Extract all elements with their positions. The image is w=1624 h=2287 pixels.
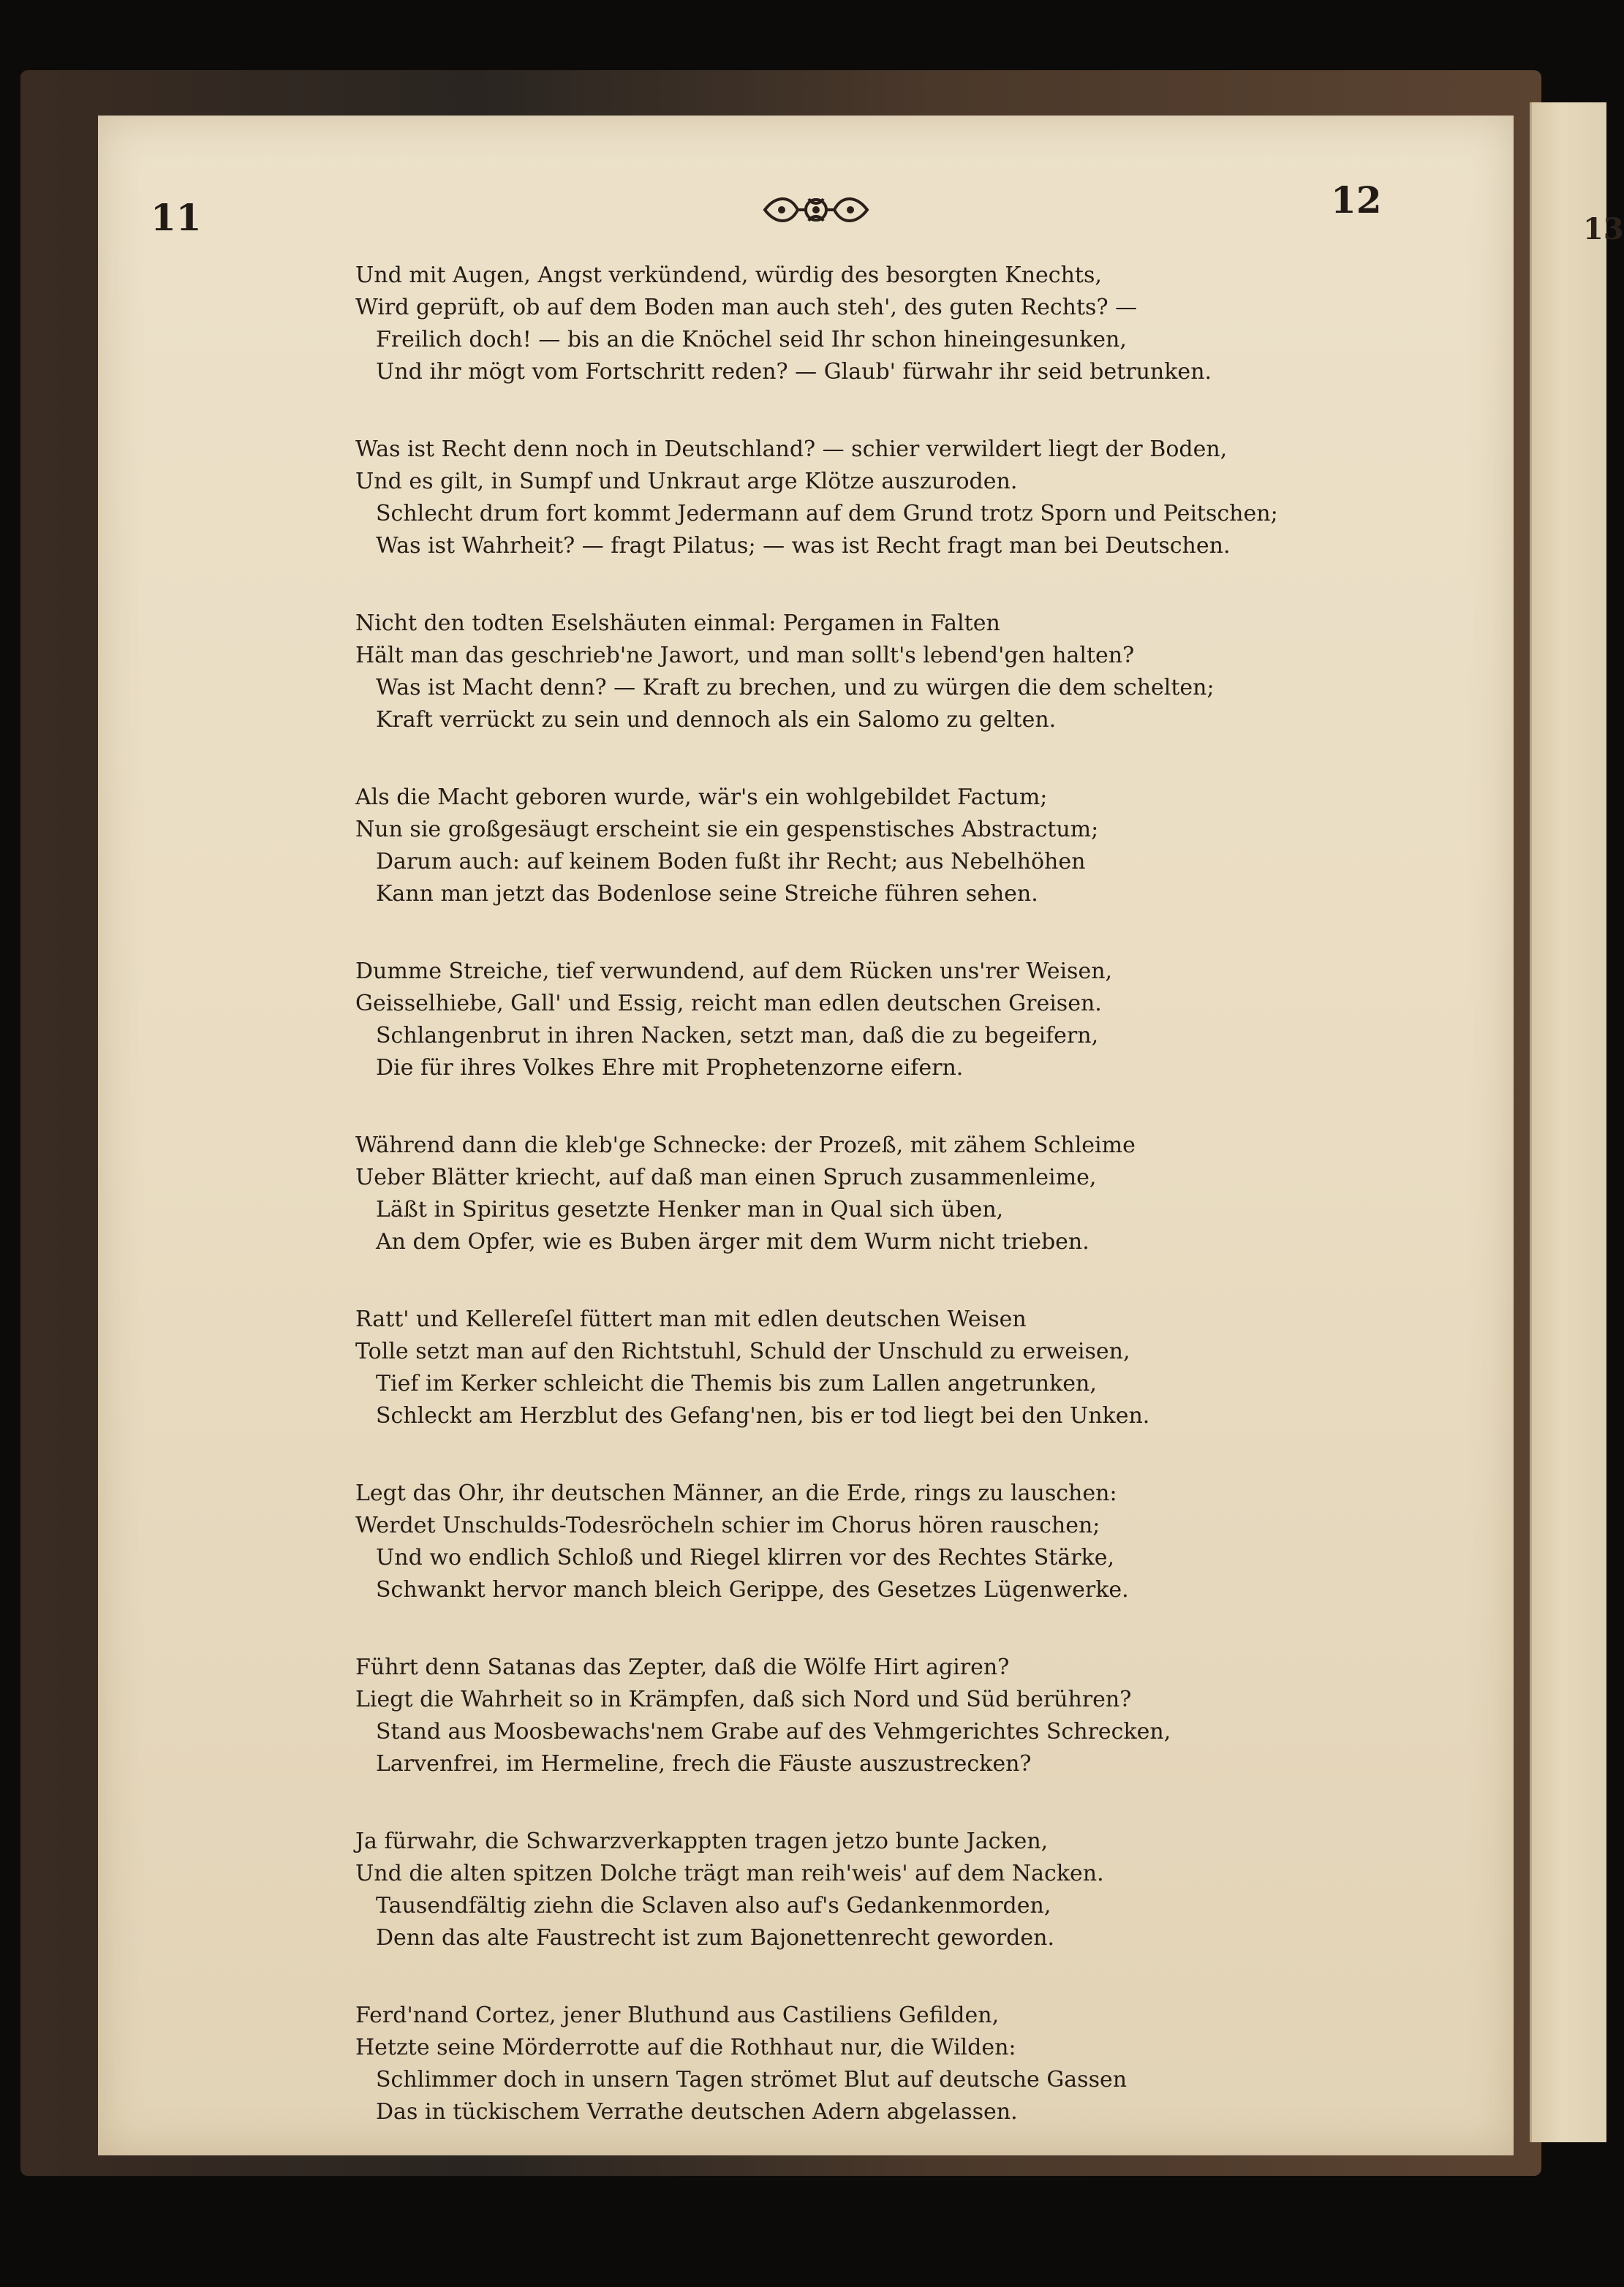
poem-line: Liegt die Wahrheit so in Krämpfen, daß sich Nord und Süd berühren? — [355, 1687, 1132, 1712]
stanza — [355, 1130, 1430, 1258]
poem-line: An dem Opfer, wie es Buben ärger mit dem Wurm nicht trieben. — [376, 1229, 1089, 1255]
stanza — [355, 1304, 1430, 1432]
poem-line: Und mit Augen, Angst verkündend, würdig des besorgten Knechts, — [355, 262, 1102, 288]
poem-line: Tausendfältig ziehn die Sclaven also auf's Gedankenmorden, — [376, 1893, 1051, 1919]
stanza — [355, 2000, 1430, 2128]
poem-line: Und wo endlich Schloß und Riegel klirren vor des Rechtes Stärke, — [376, 1545, 1115, 1570]
poem-line: Ueber Blätter kriecht, auf daß man einen Spruch zusammenleime, — [355, 1165, 1097, 1190]
poem-line: Nicht den todten Eselshäuten einmal: Pergamen in Falten — [355, 611, 1000, 636]
poem-line: Als die Macht geboren wurde, wär's ein wohlgebildet Factum; — [355, 785, 1048, 810]
poem-line: Schwankt hervor manch bleich Gerippe, des Gesetzes Lügenwerke. — [376, 1577, 1129, 1603]
ornament-icon — [758, 192, 875, 228]
stanza — [355, 782, 1430, 910]
poem-line: Wird geprüft, ob auf dem Boden man auch steh', des guten Rechts? — — [355, 295, 1138, 320]
poem-line: Das in tückischem Verrathe deutschen Adern abgelassen. — [376, 2099, 1018, 2125]
poem-line: Was ist Wahrheit? — fragt Pilatus; — was ist Recht fragt man bei Deutschen. — [376, 533, 1231, 559]
poem-line: Kraft verrückt zu sein und dennoch als ein Salomo zu gelten. — [376, 707, 1057, 733]
poem-line: Führt denn Satanas das Zepter, daß die Wölfe Hirt agiren? — [355, 1655, 1010, 1680]
poem-line: Ja fürwahr, die Schwarzverkappten tragen jetzo bunte Jacken, — [355, 1829, 1049, 1854]
poem-line: Tolle setzt man auf den Richtstuhl, Schuld der Unschuld zu erweisen, — [355, 1339, 1130, 1364]
stanza — [355, 956, 1430, 1084]
poem-line: Schlangenbrut in ihren Nacken, setzt man, daß die zu begeifern, — [376, 1023, 1099, 1048]
poem-line: Die für ihres Volkes Ehre mit Prophetenzorne eifern. — [376, 1055, 964, 1081]
page-number-right: 12 — [1331, 178, 1382, 222]
poem-line: Legt das Ohr, ihr deutschen Männer, an die Erde, rings zu lauschen: — [355, 1481, 1117, 1506]
stanza — [355, 1478, 1430, 1606]
poem-line: Denn das alte Faustrecht ist zum Bajonettenrecht geworden. — [376, 1925, 1054, 1951]
poem-line: Und es gilt, in Sumpf und Unkraut arge Klötze auszuroden. — [355, 469, 1018, 494]
poem-line: Hetzte seine Mörderrotte auf die Rothhaut nur, die Wilden: — [355, 2035, 1016, 2060]
page-number-left: 11 — [151, 196, 202, 239]
poem-line: Und die alten spitzen Dolche trägt man reih'weis' auf dem Nacken. — [355, 1861, 1104, 1886]
poem-line: Werdet Unschulds-Todesröcheln schier im Chorus hören rauschen; — [355, 1513, 1100, 1538]
poem-line: Freilich doch! — bis an die Knöchel seid Ihr schon hineingesunken, — [376, 327, 1127, 352]
stanza — [355, 608, 1430, 736]
stanza — [355, 260, 1430, 388]
poem-line: Darum auch: auf keinem Boden fußt ihr Recht; aus Nebelhöhen — [376, 849, 1086, 874]
poem-line: Nun sie großgesäugt erscheint sie ein gespenstisches Abstractum; — [355, 817, 1099, 842]
poem-line: Kann man jetzt das Bodenlose seine Streiche führen sehen. — [376, 881, 1038, 907]
poem-line: Tief im Kerker schleicht die Themis bis zum Lallen angetrunken, — [376, 1371, 1097, 1396]
poem-line: Läßt in Spiritus gesetzte Henker man in Qual sich üben, — [376, 1197, 1004, 1222]
poem-line: Und ihr mögt vom Fortschritt reden? — Glaub' fürwahr ihr seid betrunken. — [376, 359, 1212, 385]
poem-line: Schlecht drum fort kommt Jedermann auf dem Grund trotz Sporn und Peitschen; — [376, 501, 1278, 526]
poem-line: Stand aus Moosbewachs'nem Grabe auf des Vehmgerichtes Schrecken, — [376, 1719, 1171, 1744]
next-page-edge — [1530, 102, 1624, 2142]
poem-line: Ratt' und Kellereſel füttert man mit edlen deutschen Weisen — [355, 1307, 1027, 1332]
poem-line: Was ist Macht denn? — Kraft zu brechen, und zu würgen die dem schelten; — [376, 675, 1215, 700]
poem-line: Hält man das geschrieb'ne Jawort, und man sollt's lebend'gen halten? — [355, 643, 1135, 668]
poem-line: Larvenfrei, im Hermeline, frech die Fäuste auszustrecken? — [376, 1751, 1032, 1777]
poem-line: Was ist Recht denn noch in Deutschland? — schier verwildert liegt der Boden, — [355, 436, 1228, 462]
next-page-number: 13 — [1583, 212, 1624, 246]
stanza — [355, 1826, 1430, 1954]
stanza — [355, 434, 1430, 562]
poem-line: Schleckt am Herzblut des Gefang'nen, bis er tod liegt bei den Unken. — [376, 1403, 1150, 1429]
stanza — [355, 1652, 1430, 1780]
poem-line: Ferd'nand Cortez, jener Bluthund aus Castiliens Gefilden, — [355, 2003, 1000, 2028]
poem-line: Geisselhiebe, Gall' und Essig, reicht man edlen deutschen Greisen. — [355, 991, 1102, 1016]
poem-text — [355, 260, 1430, 2174]
poem-line: Schlimmer doch in unsern Tagen strömet Blut auf deutsche Gassen — [376, 2067, 1128, 2093]
poem-line: Während dann die kleb'ge Schnecke: der Prozeß, mit zähem Schleime — [355, 1133, 1136, 1158]
poem-line: Dumme Streiche, tief verwundend, auf dem Rücken uns'rer Weisen, — [355, 959, 1113, 984]
